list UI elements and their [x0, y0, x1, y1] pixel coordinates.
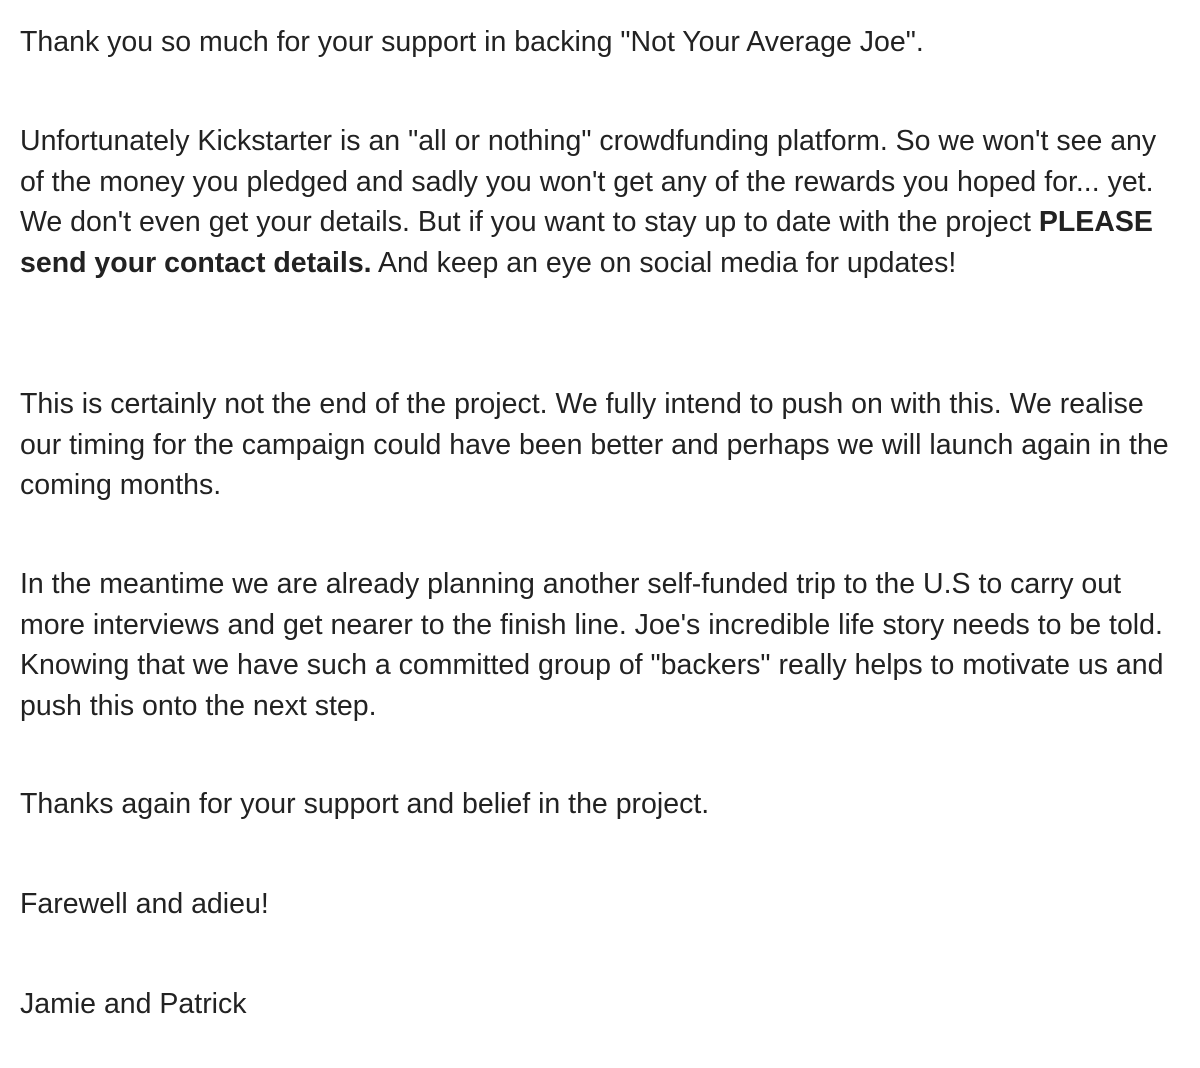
paragraph-text: And keep an eye on social media for updates! [371, 246, 957, 279]
contact-details-emphasis: PLEASE send your contact details. [20, 206, 1153, 279]
signature: Jamie and Patrick [20, 988, 247, 1020]
all-or-nothing-paragraph [20, 121, 1185, 283]
paragraph-text: Unfortunately Kickstarter is an "all or nothing" crowdfunding platform. So we won't see any of the money you pledged and sadly you won't get any of the rewards you hoped for... yet. We don't even get your details. But if you want to stay up to date with the project [20, 125, 1157, 238]
thank-you-paragraph: Thank you so much for your support in backing "Not Your Average Joe". [20, 26, 924, 58]
not-the-end-paragraph: This is certainly not the end of the project. We fully intend to push on with this. We realise our timing for the campaign could have been better and perhaps we will launch again in the coming months. [20, 388, 1169, 501]
thanks-again-paragraph: Thanks again for your support and belief in the project. [20, 788, 710, 820]
meantime-paragraph: In the meantime we are already planning another self-funded trip to the U.S to carry out more interviews and get nearer to the finish line. Joe's incredible life story needs to be told. Knowing that we have such a committed group of "backers" really helps to motivate us and push this onto the next step. [20, 568, 1164, 722]
farewell-line: Farewell and adieu! [20, 888, 269, 920]
